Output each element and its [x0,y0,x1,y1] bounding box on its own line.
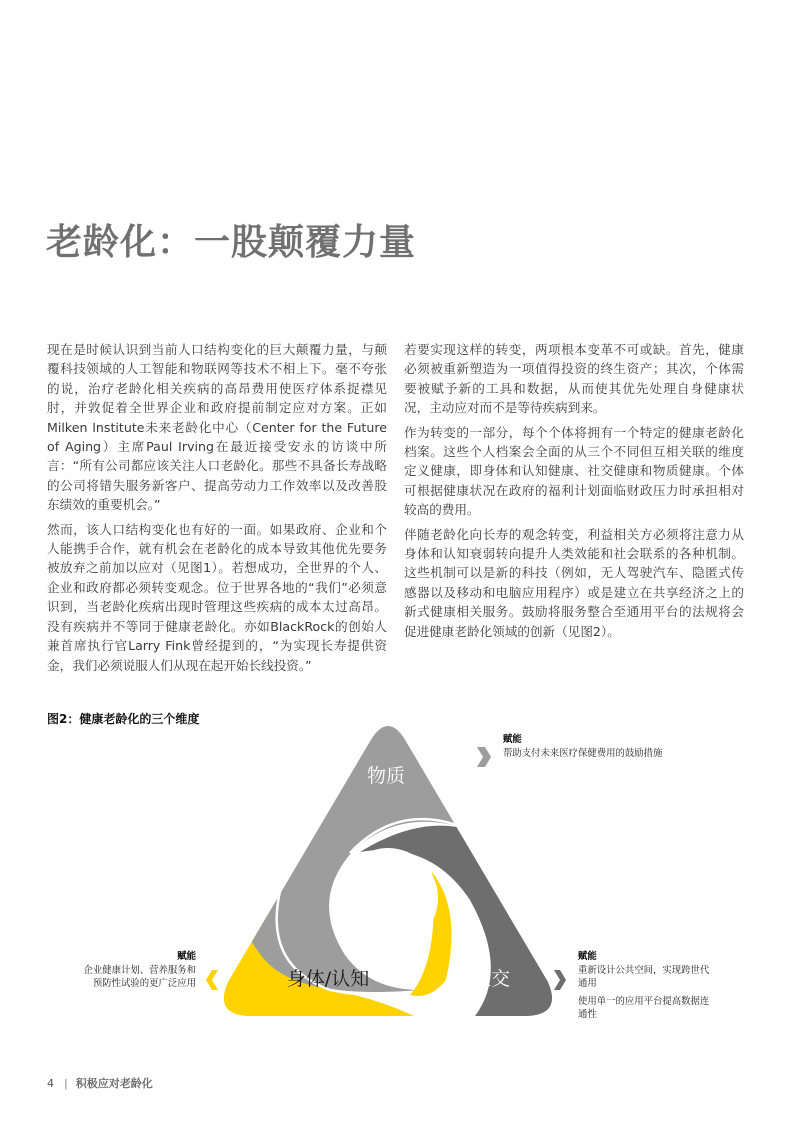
page-title: 老龄化：一股颠覆力量 [46,222,417,263]
chevron-left-icon [206,970,218,990]
label-social: 社交 [471,968,511,990]
note-line: 使用单一的应用平台提高数据连通性 [578,995,710,1020]
note-title: 赋能 [177,951,196,962]
footer-title: 积极应对老龄化 [75,1077,153,1090]
note-social [578,950,718,1022]
page-footer [47,1075,153,1091]
label-material: 物质 [366,765,406,787]
note-physical-cognitive [60,950,196,991]
footer-separator: | [64,1077,68,1090]
note-line: 企业健康计划、营养服务和 [83,964,196,976]
note-title: 赋能 [503,734,522,745]
paragraph: 作为转变的一部分，每个个体将拥有一个特定的健康老龄化档案。这些个人档案会全面的从三个不同但互相关联的维度定义健康，即身体和认知健康、社交健康和物质健康。个体可根据健康状况在政府的福利计划面临财政压力时承担相对较高的费用。 [404,424,744,518]
figure-caption: 图2：健康老龄化的三个维度 [47,712,200,726]
note-line: 帮助支付未来医疗保健费用的鼓励措施 [503,747,663,759]
center-circle [338,848,438,948]
paragraph: 若要实现这样的转变，两项根本变革不可或缺。首先，健康必须被重新塑造为一项值得投资的终生资产；其次，个体需要被赋予新的工具和数据，从而使其优先处理自身健康状况，主动应对而不是等待疾病到来。 [404,342,744,416]
note-line: 预防性试验的更广泛应用 [92,978,196,989]
paragraph: 然而，该人口结构变化也有好的一面。如果政府、企业和个人能携手合作，就有机会在老龄化的成本导致其他优先要务被放弃之前加以应对（见图1）。若想成功，全世界的个人、企业和政府都必须转变观念。位于世界各地的“我们”必须意识到，当老龄化疾病出现时管理这些疾病的成本太过高昂。没有疾病并不等同于健康老龄化。亦如BlackRock的创始人兼首席执行官Larry Fink曾经提到的，“为实现长寿提供资金，我们必须说服人们从现在起开始长线投资。” [47,521,387,673]
page-number: 4 [47,1077,54,1090]
paragraph: 伴随老龄化向长寿的观念转变，利益相关方必须将注意力从身体和认知衰弱转向提升人类效能和社会联系的各种机制。这些机制可以是新的科技（例如，无人驾驶汽车、隐匿式传感器以及移动和电脑应用程序）或是建立在共享经济之上的新式健康相关服务。鼓励将服务整合至通用平台的法规将会促进健康老龄化领域的创新（见图2）。 [404,526,744,639]
label-physical-cognitive: 身体/认知 [286,968,370,990]
note-title: 赋能 [578,951,597,962]
note-material [503,733,668,760]
note-line: 重新设计公共空间，实现跨世代通用 [578,964,710,989]
chevron-right-icon [554,970,566,990]
chevron-right-icon [477,747,491,767]
paragraph: 现在是时候认识到当前人口结构变化的巨大颠覆力量，与颠覆科技领域的人工智能和物联网等技术不相上下。毫不夸张的说，治疗老龄化相关疾病的高昂费用使医疗体系捉襟见肘，并敦促着全世界企业和政府提前制定应对方案。正如Milken Institute未来老龄化中心（Center for the Future of Aging）主席Paul Irving在最近接受安永的访谈中所言：“所有公司都应该关注人口老龄化。那些不具备长寿战略的公司将错失服务新客户、提高劳动力工作效率以及改善股东绩效的重要机会。” [47,342,387,513]
